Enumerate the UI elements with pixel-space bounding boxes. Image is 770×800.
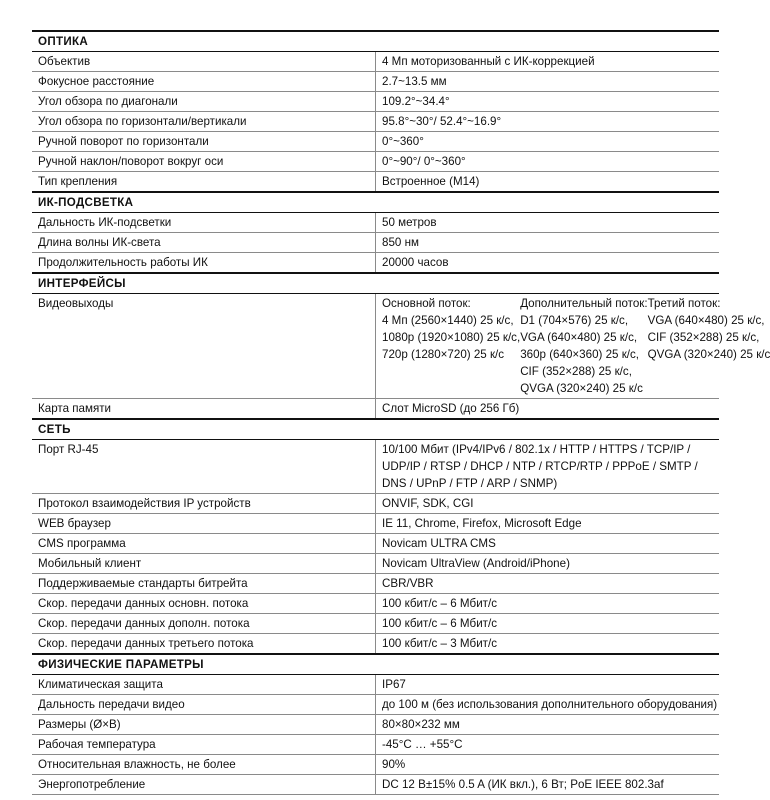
sub-stream-title: Дополнительный поток:	[520, 297, 648, 310]
spec-row	[32, 554, 719, 574]
spec-row	[32, 399, 719, 420]
spec-row	[32, 172, 719, 193]
main-stream	[382, 295, 520, 397]
spec-value: 0°~90°/ 0°~360°	[376, 152, 720, 172]
third-stream-mode: VGA (640×480) 25 к/с,	[647, 314, 765, 327]
spec-label: Объектив	[32, 52, 376, 72]
spec-row	[32, 72, 719, 92]
spec-row	[32, 494, 719, 514]
spec-row	[32, 233, 719, 253]
third-stream-mode: CIF (352×288) 25 к/с,	[647, 331, 760, 344]
sub-stream-mode: D1 (704×576) 25 к/с,	[520, 314, 629, 327]
spec-value: 20000 часов	[376, 253, 720, 274]
spec-label: Ручной наклон/поворот вокруг оси	[32, 152, 376, 172]
spec-value: до 100 м (без использования дополнительного оборудования)	[376, 695, 720, 715]
third-stream	[648, 295, 770, 397]
spec-row	[32, 213, 719, 233]
spec-label: Фокусное расстояние	[32, 72, 376, 92]
main-stream-mode: 720p (1280×720) 25 к/с	[382, 348, 505, 361]
spec-row	[32, 614, 719, 634]
spec-label: Протокол взаимодействия IP устройств	[32, 494, 376, 514]
section-title: ФИЗИЧЕСКИЕ ПАРАМЕТРЫ	[32, 654, 719, 675]
spec-label: Дальность передачи видео	[32, 695, 376, 715]
spec-value: 95.8°~30°/ 52.4°~16.9°	[376, 112, 720, 132]
spec-value: 80×80×232 мм	[376, 715, 720, 735]
spec-label: Относительная влажность, не более	[32, 755, 376, 775]
spec-sheet	[32, 30, 770, 795]
spec-row	[32, 735, 719, 755]
spec-value: IP67	[376, 675, 720, 695]
spec-value: Novicam UltraView (Android/iPhone)	[376, 554, 720, 574]
section-header-optics	[32, 31, 719, 52]
spec-row-port	[32, 440, 719, 494]
section-title: ОПТИКА	[32, 31, 719, 52]
spec-row	[32, 132, 719, 152]
spec-row	[32, 634, 719, 655]
spec-row	[32, 514, 719, 534]
spec-value: Novicam ULTRA CMS	[376, 534, 720, 554]
spec-row	[32, 755, 719, 775]
spec-label: Угол обзора по горизонтали/вертикали	[32, 112, 376, 132]
spec-value: Слот MicroSD (до 256 Гб)	[376, 399, 720, 420]
third-stream-mode: QVGA (320×240) 25 к/с	[647, 348, 770, 361]
spec-value: Встроенное (M14)	[376, 172, 720, 193]
spec-value: CBR/VBR	[376, 574, 720, 594]
spec-row	[32, 534, 719, 554]
spec-value: ONVIF, SDK, CGI	[376, 494, 720, 514]
spec-value: 100 кбит/с – 3 Мбит/с	[376, 634, 720, 655]
sub-stream-mode: VGA (640×480) 25 к/с,	[520, 331, 638, 344]
spec-label: Климатическая защита	[32, 675, 376, 695]
spec-value: 109.2°~34.4°	[376, 92, 720, 112]
main-stream-mode: 1080p (1920×1080) 25 к/с,	[382, 331, 521, 344]
spec-label: Продолжительность работы ИК	[32, 253, 376, 274]
spec-label: Скор. передачи данных третьего потока	[32, 634, 376, 655]
spec-label: Длина волны ИК-света	[32, 233, 376, 253]
section-header-physical	[32, 654, 719, 675]
spec-row	[32, 594, 719, 614]
spec-label: Поддерживаемые стандарты битрейта	[32, 574, 376, 594]
sub-stream	[520, 295, 647, 397]
spec-label: Ручной поворот по горизонтали	[32, 132, 376, 152]
sub-stream-mode: 360p (640×360) 25 к/с,	[520, 348, 640, 361]
spec-label: CMS программа	[32, 534, 376, 554]
spec-label: Видеовыходы	[32, 294, 376, 399]
spec-value: 50 метров	[376, 213, 720, 233]
spec-value: 0°~360°	[376, 132, 720, 152]
spec-label: Размеры (Ø×B)	[32, 715, 376, 735]
spec-row	[32, 715, 719, 735]
spec-label: Рабочая температура	[32, 735, 376, 755]
spec-value: 100 кбит/с – 6 Мбит/с	[376, 594, 720, 614]
spec-value: -45°C … +55°C	[376, 735, 720, 755]
spec-row	[32, 152, 719, 172]
main-stream-title: Основной поток:	[382, 297, 471, 310]
spec-label: Тип крепления	[32, 172, 376, 193]
spec-row	[32, 112, 719, 132]
spec-row-video-outputs	[32, 294, 719, 399]
spec-row	[32, 775, 719, 795]
spec-label: Порт RJ-45	[32, 440, 376, 494]
spec-value: 2.7~13.5 мм	[376, 72, 720, 92]
section-header-interfaces	[32, 273, 719, 294]
spec-row	[32, 92, 719, 112]
spec-label: Карта памяти	[32, 399, 376, 420]
sub-stream-mode: QVGA (320×240) 25 к/с	[520, 382, 643, 395]
spec-label: Скор. передачи данных дополн. потока	[32, 614, 376, 634]
spec-value: 100 кбит/с – 6 Мбит/с	[376, 614, 720, 634]
section-title: ИНТЕРФЕЙСЫ	[32, 273, 719, 294]
section-title: ИК-ПОДСВЕТКА	[32, 192, 719, 213]
main-stream-mode: 4 Мп (2560×1440) 25 к/с,	[382, 314, 514, 327]
spec-label: Угол обзора по диагонали	[32, 92, 376, 112]
third-stream-title: Третий поток:	[647, 297, 721, 310]
section-header-ir	[32, 192, 719, 213]
sub-stream-mode: CIF (352×288) 25 к/с,	[520, 365, 632, 378]
video-streams	[376, 294, 770, 399]
spec-row	[32, 675, 719, 695]
spec-row	[32, 574, 719, 594]
spec-value: 4 Мп моторизованный с ИК-коррекцией	[376, 52, 720, 72]
spec-table	[32, 30, 770, 795]
spec-value: IE 11, Chrome, Firefox, Microsoft Edge	[376, 514, 720, 534]
spec-label: WEB браузер	[32, 514, 376, 534]
spec-label: Энергопотребление	[32, 775, 376, 795]
spec-label: Скор. передачи данных основн. потока	[32, 594, 376, 614]
spec-value: 10/100 Мбит (IPv4/IPv6 / 802.1x / HTTP / HTTPS / TCP/IP / UDP/IP / RTSP / DHCP / NTP / RTCP/RTP / PPPoE / SMTP / DNS / UPnP / FTP / ARP / SNMP)	[376, 440, 720, 494]
spec-row	[32, 253, 719, 274]
spec-value: DC 12 B±15% 0.5 A (ИК вкл.), 6 Вт; PoE IEEE 802.3af	[376, 775, 720, 795]
section-header-network	[32, 419, 719, 440]
spec-label: Мобильный клиент	[32, 554, 376, 574]
spec-row	[32, 695, 719, 715]
spec-value: 90%	[376, 755, 720, 775]
spec-row	[32, 52, 719, 72]
spec-label: Дальность ИК-подсветки	[32, 213, 376, 233]
spec-value: 850 нм	[376, 233, 720, 253]
section-title: СЕТЬ	[32, 419, 719, 440]
